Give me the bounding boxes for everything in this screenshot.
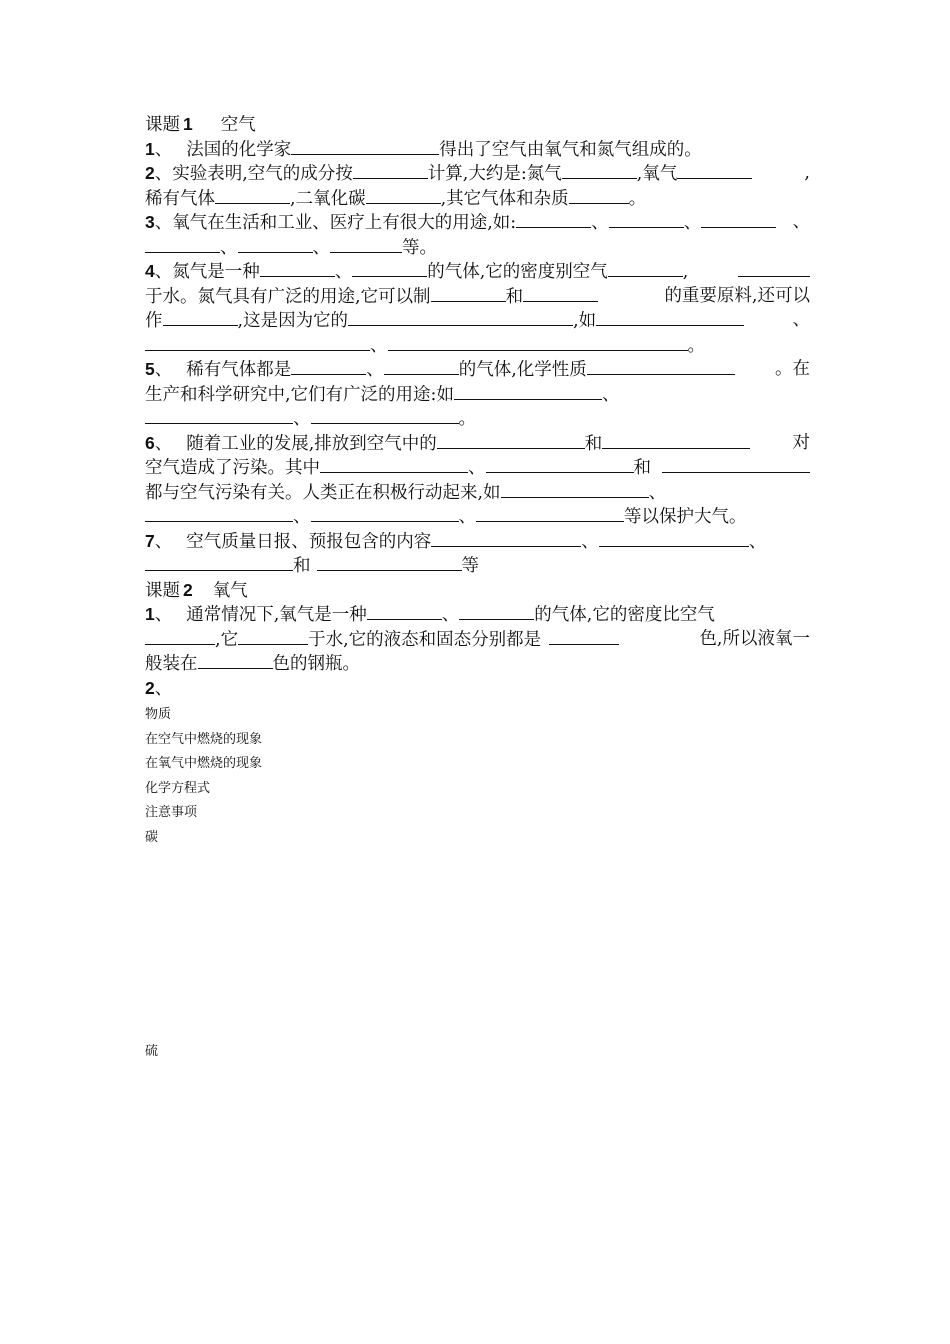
answer-blank[interactable] [238,235,313,253]
t1-question-4-line3 [145,308,810,333]
q-text: 的气体,它的密度别空气 [427,262,608,282]
q-text: 色,所以液氧一 [699,628,810,649]
t1-question-3-line2 [145,235,810,260]
t1-question-6-line3 [145,480,810,505]
table-label-substance: 物质 [145,707,172,722]
q-text: 和 [505,286,524,307]
q-text: 空气质量日报、预报包含的内容 [186,531,432,552]
answer-blank[interactable] [145,627,215,645]
q-number: 1 [145,604,155,624]
q-sep: 、 [154,139,173,160]
q-number: 2 [145,677,155,698]
answer-blank[interactable] [317,553,462,571]
q-number: 4 [145,261,155,281]
q-number: 2 [145,163,155,183]
q-text: 计算,大约是:氮气 [427,164,562,184]
answer-blank[interactable] [431,529,581,547]
q-sep: 、 [154,433,173,454]
q-text: 、 [792,310,810,330]
answer-blank[interactable] [352,259,427,277]
q-number: 6 [145,432,155,453]
q-text: 和 [633,458,651,478]
table-label-notes: 注意事项 [145,805,198,821]
answer-blank[interactable] [238,627,308,645]
table-label-sulfur: 硫 [145,1044,159,1059]
t1-question-5-line1 [145,357,810,382]
answer-blank[interactable] [454,382,602,400]
q-text: 和 [584,433,603,454]
table-label-burn-in-air: 在空气中燃烧的现象 [145,731,263,747]
q-text: 。 [628,188,647,209]
q-text: 随着工业的发展,排放到空气中的 [186,433,437,454]
t1-question-7-line1 [145,529,810,554]
answer-blank[interactable] [384,357,459,375]
q-text: 对 [792,432,810,453]
q-text: 等。 [402,237,437,258]
q-text: 、 [312,237,330,258]
q-sep: 、 [154,213,173,233]
q-text: ,如 [573,311,597,331]
q-text: 、 [581,531,599,552]
answer-blank[interactable] [501,480,649,498]
t1-question-7-line2 [145,553,810,578]
q-number: 1 [145,138,155,159]
answer-blank[interactable] [459,602,534,620]
t1-question-6-line1 [145,431,810,456]
answer-blank[interactable] [486,455,634,473]
q-text: 、 [748,531,767,552]
t1-question-4-line4 [145,333,810,358]
answer-blank[interactable] [320,455,468,473]
q-text: ,其它气体和杂质 [440,188,569,209]
answer-blank[interactable] [311,504,459,522]
q-text: 得出了空气由氧气和氮气组成的。 [439,139,702,160]
q-text: 、 [293,507,311,527]
topic1-title-name: 空气 [220,115,256,135]
q-text: 、 [683,213,702,233]
q-text: 的重要原料,还可以 [664,285,810,306]
answer-blank[interactable] [330,235,402,253]
answer-blank[interactable] [701,210,776,228]
q-text: 、 [441,605,460,625]
answer-blank[interactable] [388,333,688,351]
t1-question-4-line2 [145,284,810,309]
q-text: 作 [145,311,163,331]
topic2-title-number: 2 [183,579,193,600]
q-text: 般装在 [145,654,198,674]
answer-blank[interactable] [311,406,459,424]
q-text: 、 [334,262,353,282]
q-text: 空气造成了污染。其中 [145,458,320,478]
answer-blank[interactable] [516,210,591,228]
q-number: 7 [145,530,155,551]
q-sep: 、 [154,531,173,552]
q-text: 等 [461,556,479,576]
q-text: 和 [293,556,311,576]
answer-blank[interactable] [599,529,749,547]
q-text: 稀有气体都是 [186,360,292,380]
t2-question-1-line1 [145,602,810,627]
q-text: 的气体,化学性质 [458,360,587,380]
answer-blank[interactable] [662,455,810,473]
q-text: 。 [687,335,705,356]
answer-blank[interactable] [587,357,735,375]
q-text: 氧气在生活和工业、医疗上有很大的用途,如: [172,213,517,233]
answer-blank[interactable] [163,308,238,326]
answer-blank[interactable] [677,161,752,179]
q-text: 于水。氮气具有广泛的用途,它可以制 [145,286,431,307]
answer-blank[interactable] [291,357,366,375]
q-text: 、 [792,212,810,232]
t2-question-1-line3 [145,651,810,676]
q-text: 的气体,它的密度比空气 [534,605,715,625]
q-text: 、 [648,482,667,503]
q-text: , [682,262,689,282]
q-text: ,氧气 [636,164,678,184]
q-text: 于水,它的液态和固态分别都是 [308,629,542,650]
answer-blank[interactable] [145,553,293,571]
table-label-carbon: 碳 [145,829,159,845]
topic1-title-number: 1 [183,114,193,134]
answer-blank[interactable] [145,333,370,351]
q-text: 、 [220,237,238,258]
topic2-title [145,578,810,603]
t1-question-1 [145,137,810,162]
q-text: ,这是因为它的 [237,311,349,331]
q-text: 。在 [775,359,810,379]
q-text: 、 [591,213,609,233]
answer-blank[interactable] [348,308,573,326]
answer-blank[interactable] [596,308,744,326]
answer-blank[interactable] [602,431,750,449]
topic1-title-label: 课题 [145,115,180,135]
q-text: 氮气是一种 [172,262,260,282]
q-text: 稀有气体 [145,188,215,209]
table-label-burn-in-oxygen: 在氧气中燃烧的现象 [145,756,263,772]
topic2-title-name: 氧气 [212,580,248,601]
t1-question-6-line2 [145,455,810,480]
answer-blank[interactable] [562,161,637,179]
topic1-title [145,112,810,137]
q-number: 3 [145,212,155,232]
q-text: 生产和科学研究中,它们有广泛的用途:如 [145,384,454,405]
q-text: 都与空气污染有关。人类正在积极行动起来,如 [145,482,501,503]
t1-question-2-line2 [145,186,810,211]
q-text: 、 [458,507,476,527]
q-text: 等以保护大气。 [624,507,747,527]
answer-blank[interactable] [145,235,220,253]
q-text: 、 [601,384,620,405]
topic2-title-label: 课题 [145,580,180,601]
t1-question-2-line1 [145,161,810,186]
answer-blank[interactable] [145,504,293,522]
answer-blank[interactable] [353,161,428,179]
t1-question-3-line1 [145,210,810,235]
q-sep: 、 [154,164,173,184]
answer-blank[interactable] [260,259,335,277]
answer-blank[interactable] [476,504,624,522]
t1-question-5-line2 [145,382,810,407]
answer-blank[interactable] [569,186,629,204]
q-text: 、 [370,335,388,356]
q-text: , [804,163,810,183]
q-text: 、 [366,360,384,380]
q-text: 法国的化学家 [186,139,292,160]
answer-blank[interactable] [609,210,684,228]
answer-blank[interactable] [367,602,442,620]
answer-blank[interactable] [431,284,506,302]
answer-blank[interactable] [198,651,273,669]
answer-blank[interactable] [366,186,441,204]
q-text: 通常情况下,氧气是一种 [186,605,367,625]
answer-blank[interactable] [145,406,293,424]
q-text: ,二氧化碳 [290,188,366,209]
q-text: 色的钢瓶。 [272,654,360,674]
q-sep: 、 [154,678,173,699]
worksheet [145,112,810,851]
table-label-equation: 化学方程式 [145,780,211,796]
q-sep: 、 [154,262,173,282]
q-sep: 、 [154,605,173,625]
answer-blank[interactable] [215,186,290,204]
q-text: 实验表明,空气的成分按 [172,164,353,184]
answer-blank[interactable] [291,137,439,155]
t2-question-2 [145,676,810,701]
answer-blank[interactable] [549,627,619,645]
t1-question-6-line4 [145,504,810,529]
q-text: ,它 [215,629,239,650]
q-text: 、 [468,458,486,478]
q-number: 5 [145,359,155,379]
answer-blank[interactable] [437,431,585,449]
answer-blank[interactable] [738,259,810,277]
q-text: 。 [458,409,476,429]
t1-question-4-line1 [145,259,810,284]
answer-blank[interactable] [608,259,683,277]
q-sep: 、 [154,360,173,380]
t1-question-5-line3 [145,406,810,431]
q-text: 、 [293,409,311,429]
answer-blank[interactable] [523,284,598,302]
t2-question-1-line2 [145,627,810,652]
combustion-table-labels [145,703,810,851]
